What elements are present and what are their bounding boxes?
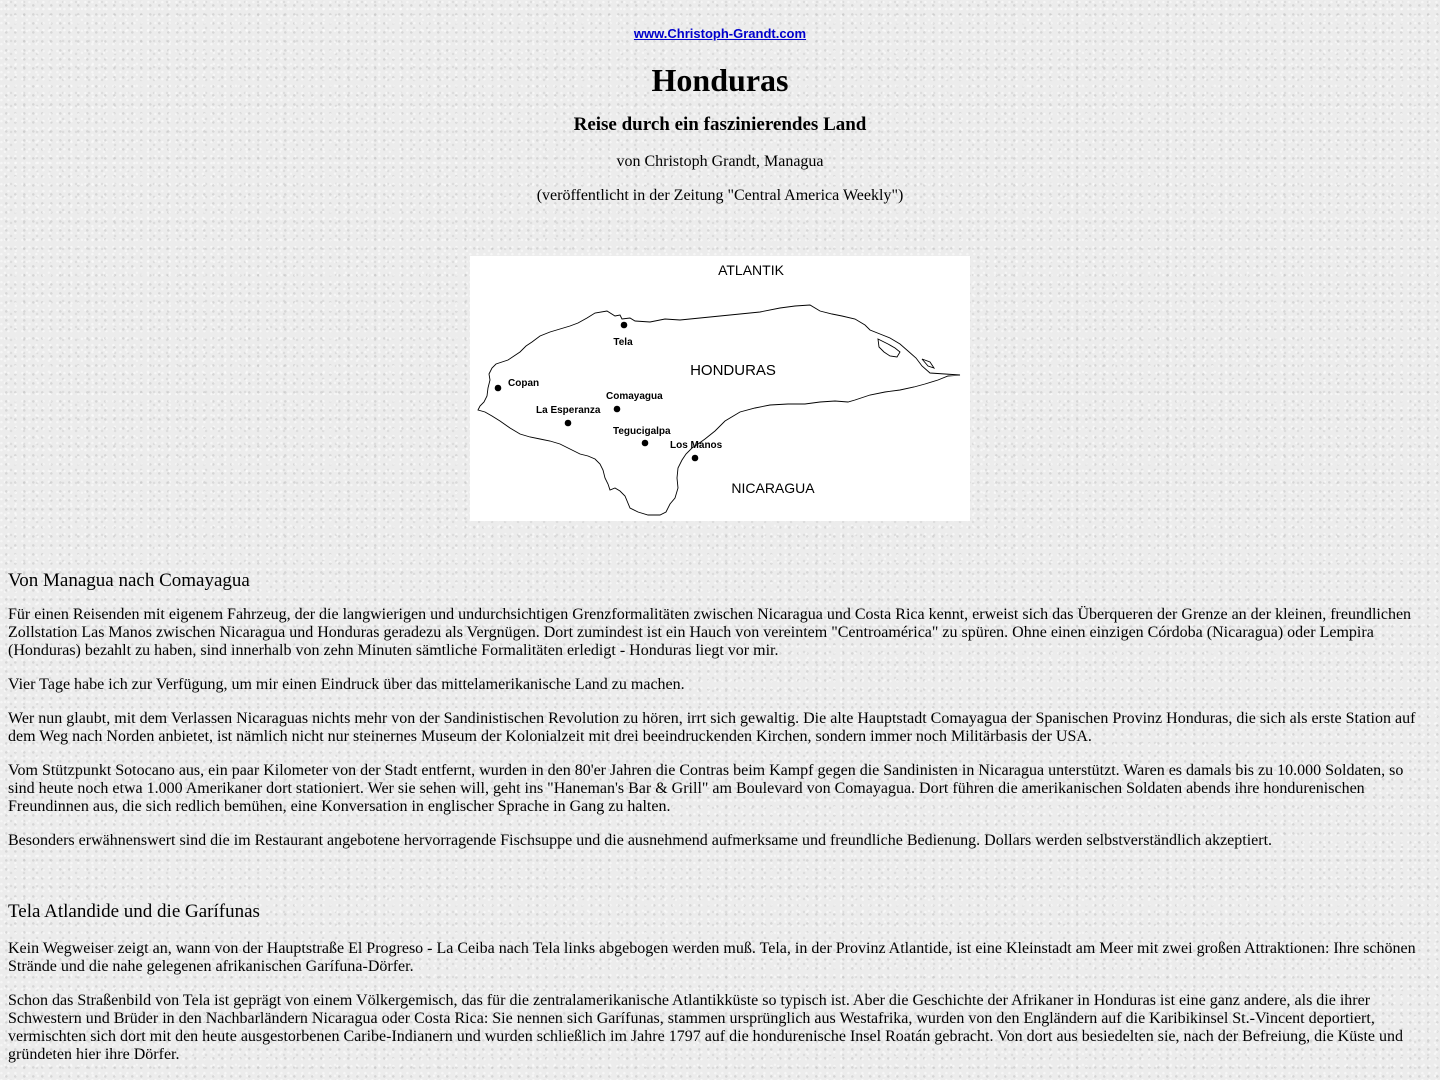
page-subtitle: Reise durch ein faszinierendes Land <box>573 114 867 135</box>
section1-paragraph-3: Wer nun glaubt, mit dem Verlassen Nicaraguas nichts mehr von der Sandinistischen Revolution zu hören, irrt sich gewaltig. Die alte Hauptstadt Comayagua der Spanischen Provinz Honduras, die sich als erste Station auf dem Weg nach Norden anbietet, ist nämlich nicht nur steinernes Museum der Kolonialzeit mit drei beeindruckenden Kirchen, sondern immer noch Militärbasis der USA. <box>8 710 1416 745</box>
site-link[interactable]: www.Christoph-Grandt.com <box>633 26 807 41</box>
section-heading-tela-garifunas: Tela Atlandide und die Garífunas <box>8 901 260 922</box>
city-label-tela: Tela <box>613 337 633 348</box>
city-dot-comayagua <box>614 406 621 413</box>
city-dot-tela <box>621 322 628 329</box>
publication-note: (veröffentlicht in der Zeitung "Central America Weekly") <box>536 187 904 204</box>
site-link-container <box>8 0 1432 41</box>
city-label-los-manos: Los Manos <box>670 440 723 451</box>
section1-paragraph-1: Für einen Reisenden mit eigenem Fahrzeug, der die langwierigen und undurchsichtigen Grenzformalitäten zwischen Nicaragua und Costa Rica kennt, erweist sich das Überqueren der Grenze an der kleinen, freundlichen Zollstation Las Manos zwischen Nicaragua und Honduras geradezu als Vergnügen. Dort zumindest ist ein Hauch von vereintem "Centroamérica" zu spüren. Ohne einen einzigen Córdoba (Nicaragua) oder Lempira (Honduras) bezahlt zu haben, sind innerhalb von zehn Minuten sämtliche Formalitäten erledigt - Honduras liegt vor mir. <box>8 606 1412 659</box>
map-label-atlantik: ATLANTIK <box>718 262 784 278</box>
section2-paragraph-2: Schon das Straßenbild von Tela ist geprägt von einem Völkergemisch, das für die zentralamerikanische Atlantikküste so typisch ist. Aber die Geschichte der Afrikaner in Honduras ist eine ganz andere, als die ihrer Schwestern und Brüder in den Nachbarländern Nicaragua oder Costa Rica: Sie nennen sich Garífunas, stammen ursprünglich aus Westafrika, wurden von den Engländern auf die Karibikinsel St.-Vincent deportiert, vermischten sich dort mit den heute ausgestorbenen Caribe-Indianern und wurden schließlich im Jahre 1797 auf die hondurenische Insel Roatán gebracht. Von dort aus besiedelten sie, nach der Befreiung, die Küste und gründeten hier ihre Dörfer. <box>8 992 1403 1063</box>
section2-paragraph-1: Kein Wegweiser zeigt an, wann von der Hauptstraße El Progreso - La Ceiba nach Tela links abgebogen werden muß. Tela, in der Provinz Atlantide, ist eine Kleinstadt am Meer mit zwei großen Attraktionen: Ihre schönen Strände und die nahe gelegenen afrikanischen Garífuna-Dörfer. <box>8 940 1416 975</box>
city-label-la-esperanza: La Esperanza <box>536 405 601 416</box>
section1-paragraph-2: Vier Tage habe ich zur Verfügung, um mir einen Eindruck über das mittelamerikanische Land zu machen. <box>8 676 685 693</box>
city-label-tegucigalpa: Tegucigalpa <box>613 426 671 437</box>
honduras-map <box>470 256 970 521</box>
city-label-copan: Copan <box>508 378 540 389</box>
city-dot-la-esperanza <box>565 420 572 427</box>
city-dot-los-manos <box>692 455 699 462</box>
honduras-east-coast-detail <box>878 339 934 368</box>
author-line: von Christoph Grandt, Managua <box>616 153 824 170</box>
map-container <box>8 256 1432 521</box>
section-heading-managua-comayagua: Von Managua nach Comayagua <box>8 570 250 591</box>
map-label-honduras: HONDURAS <box>690 362 776 379</box>
city-dot-tegucigalpa <box>642 440 649 447</box>
section1-paragraph-4: Vom Stützpunkt Sotocano aus, ein paar Kilometer von der Stadt entfernt, wurden in den 80'er Jahren die Contras beim Kampf gegen die Sandinisten in Nicaragua unterstützt. Waren es damals bis zu 10.000 Soldaten, so sind heute noch etwa 1.000 Amerikaner dort stationiert. Wer sie sehen will, geht ins "Haneman's Bar & Grill" am Boulevard von Comayagua. Dort führen die amerikanischen Soldaten abends ihre hondurenischen Freundinnen aus, die sich redlich bemühen, eine Konversation in englischer Sprache in Gang zu halten. <box>8 762 1404 815</box>
city-dot-copan <box>495 385 502 392</box>
map-label-nicaragua: NICARAGUA <box>731 480 815 496</box>
section1-paragraph-5: Besonders erwähnenswert sind die im Restaurant angebotene hervorragende Fischsuppe und die ausnehmend aufmerksame und freundliche Bedienung. Dollars werden selbstverständlich akzeptiert. <box>8 832 1273 849</box>
city-label-comayagua: Comayagua <box>606 391 663 402</box>
page-title: Honduras <box>651 62 789 98</box>
